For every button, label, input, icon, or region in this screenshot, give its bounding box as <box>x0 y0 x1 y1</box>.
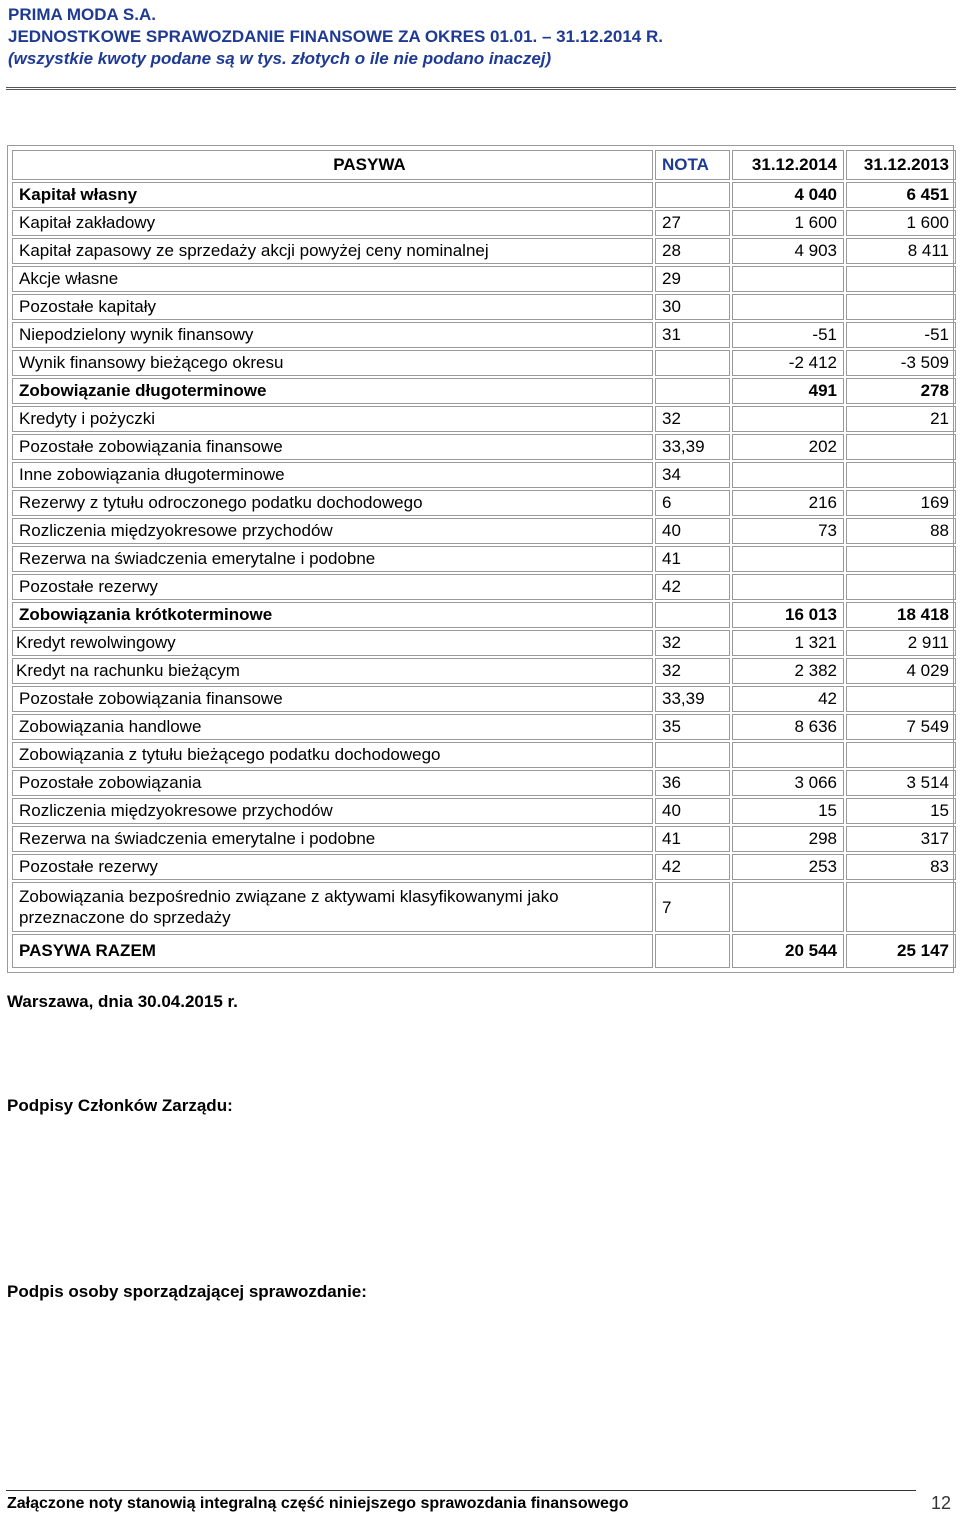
row-value-2014: 42 <box>732 686 844 712</box>
row-value-2013: 7 549 <box>846 714 956 740</box>
row-value-2014: 1 600 <box>732 210 844 236</box>
row-value-2014 <box>732 406 844 432</box>
row-value-2013: 25 147 <box>846 934 956 968</box>
row-label: Rezerwa na świadczenia emerytalne i podobne <box>12 826 653 852</box>
table-row <box>12 182 956 208</box>
table-row <box>12 714 956 740</box>
table-row <box>12 406 956 432</box>
table-row <box>12 770 956 796</box>
row-label: Akcje własne <box>12 266 653 292</box>
row-nota: 27 <box>655 210 730 236</box>
table-row <box>12 602 956 628</box>
row-nota: 28 <box>655 238 730 264</box>
report-title: JEDNOSTKOWE SPRAWOZDANIE FINANSOWE ZA OKRES 01.01. – 31.12.2014 R. <box>8 27 663 46</box>
row-value-2014 <box>732 266 844 292</box>
table-row <box>12 434 956 460</box>
table-row <box>12 574 956 600</box>
row-value-2014: 253 <box>732 854 844 880</box>
row-label: Kredyt na rachunku bieżącym <box>12 658 653 684</box>
row-nota: 40 <box>655 798 730 824</box>
row-value-2013 <box>846 574 956 600</box>
row-nota <box>655 378 730 404</box>
row-label: Rozliczenia międzyokresowe przychodów <box>12 518 653 544</box>
row-label: Kredyt rewolwingowy <box>12 630 653 656</box>
row-nota <box>655 350 730 376</box>
header-divider <box>6 87 956 90</box>
row-label: Wynik finansowy bieżącego okresu <box>12 350 653 376</box>
table-row <box>12 882 956 932</box>
row-value-2013: 8 411 <box>846 238 956 264</box>
row-value-2014: 73 <box>732 518 844 544</box>
row-value-2014: -51 <box>732 322 844 348</box>
row-value-2014: 4 040 <box>732 182 844 208</box>
preparer-signature-label: Podpis osoby sporządzającej sprawozdanie: <box>7 1282 367 1301</box>
table-row <box>12 462 956 488</box>
table-row <box>12 546 956 572</box>
table-row <box>12 210 956 236</box>
row-value-2014: 16 013 <box>732 602 844 628</box>
row-value-2013 <box>846 294 956 320</box>
header-pasywa: PASYWA <box>12 150 653 180</box>
table-row <box>12 934 956 968</box>
row-label: Kapitał zakładowy <box>12 210 653 236</box>
row-nota: 42 <box>655 854 730 880</box>
row-value-2014: 202 <box>732 434 844 460</box>
table-row <box>12 658 956 684</box>
table-row <box>12 742 956 768</box>
row-value-2013: 18 418 <box>846 602 956 628</box>
row-value-2013: -51 <box>846 322 956 348</box>
place-and-date: Warszawa, dnia 30.04.2015 r. <box>7 992 238 1011</box>
row-nota: 32 <box>655 630 730 656</box>
row-value-2013 <box>846 686 956 712</box>
row-value-2014: 4 903 <box>732 238 844 264</box>
row-value-2014: -2 412 <box>732 350 844 376</box>
table-row <box>12 266 956 292</box>
row-value-2014: 2 382 <box>732 658 844 684</box>
row-value-2013: 278 <box>846 378 956 404</box>
report-subtitle: (wszystkie kwoty podane są w tys. złotych o ile nie podano inaczej) <box>8 49 552 68</box>
table-row <box>12 798 956 824</box>
row-value-2014 <box>732 742 844 768</box>
row-value-2014: 15 <box>732 798 844 824</box>
row-value-2013: 317 <box>846 826 956 852</box>
row-nota: 6 <box>655 490 730 516</box>
row-nota <box>655 182 730 208</box>
row-label: Zobowiązania z tytułu bieżącego podatku dochodowego <box>12 742 653 768</box>
row-value-2014 <box>732 574 844 600</box>
table-row <box>12 490 956 516</box>
footer-note: Załączone noty stanowią integralną część niniejszego sprawozdania finansowego <box>7 1495 629 1512</box>
row-value-2013 <box>846 546 956 572</box>
row-value-2013: 83 <box>846 854 956 880</box>
row-value-2014: 20 544 <box>732 934 844 968</box>
page-number: 12 <box>931 1493 952 1513</box>
row-nota: 42 <box>655 574 730 600</box>
footer-divider <box>6 1490 916 1491</box>
row-value-2014: 3 066 <box>732 770 844 796</box>
balance-sheet-frame <box>7 145 954 973</box>
row-nota: 29 <box>655 266 730 292</box>
row-label: Kapitał własny <box>12 182 653 208</box>
row-value-2013: 169 <box>846 490 956 516</box>
row-label: Pozostałe rezerwy <box>12 574 653 600</box>
row-nota: 33,39 <box>655 434 730 460</box>
row-value-2014 <box>732 294 844 320</box>
row-value-2014: 216 <box>732 490 844 516</box>
table-row <box>12 854 956 880</box>
header-2013: 31.12.2013 <box>846 150 956 180</box>
company-name: PRIMA MODA S.A. <box>8 5 156 24</box>
row-value-2014 <box>732 882 844 932</box>
table-header-row <box>12 150 956 180</box>
row-value-2013 <box>846 266 956 292</box>
header-nota: NOTA <box>655 150 730 180</box>
row-nota <box>655 602 730 628</box>
row-label: Pozostałe rezerwy <box>12 854 653 880</box>
row-label: Zobowiązanie długoterminowe <box>12 378 653 404</box>
table-row <box>12 630 956 656</box>
row-label: Inne zobowiązania długoterminowe <box>12 462 653 488</box>
row-nota: 41 <box>655 826 730 852</box>
row-nota <box>655 934 730 968</box>
row-value-2014: 8 636 <box>732 714 844 740</box>
row-label: Pozostałe zobowiązania <box>12 770 653 796</box>
document-header <box>8 4 663 70</box>
row-nota: 32 <box>655 658 730 684</box>
row-label: Rezerwa na świadczenia emerytalne i podobne <box>12 546 653 572</box>
row-label: Niepodzielony wynik finansowy <box>12 322 653 348</box>
liabilities-table <box>10 148 958 970</box>
row-value-2013: 15 <box>846 798 956 824</box>
liabilities-table-body <box>12 150 956 968</box>
table-row <box>12 686 956 712</box>
row-nota: 41 <box>655 546 730 572</box>
row-label: Pozostałe zobowiązania finansowe <box>12 686 653 712</box>
table-row <box>12 378 956 404</box>
row-label: Rozliczenia międzyokresowe przychodów <box>12 798 653 824</box>
row-nota: 32 <box>655 406 730 432</box>
row-value-2013: 2 911 <box>846 630 956 656</box>
row-label: Pozostałe kapitały <box>12 294 653 320</box>
row-value-2013 <box>846 434 956 460</box>
row-nota: 33,39 <box>655 686 730 712</box>
table-row <box>12 238 956 264</box>
row-value-2013: 88 <box>846 518 956 544</box>
row-nota: 31 <box>655 322 730 348</box>
row-nota: 30 <box>655 294 730 320</box>
table-row <box>12 518 956 544</box>
row-value-2014: 491 <box>732 378 844 404</box>
row-label: PASYWA RAZEM <box>12 934 653 968</box>
row-label: Zobowiązania handlowe <box>12 714 653 740</box>
row-value-2014: 1 321 <box>732 630 844 656</box>
row-nota: 36 <box>655 770 730 796</box>
row-nota <box>655 742 730 768</box>
row-label: Zobowiązania krótkoterminowe <box>12 602 653 628</box>
row-value-2014: 298 <box>732 826 844 852</box>
row-value-2013 <box>846 742 956 768</box>
row-label: Rezerwy z tytułu odroczonego podatku dochodowego <box>12 490 653 516</box>
header-2014: 31.12.2014 <box>732 150 844 180</box>
row-value-2013: 4 029 <box>846 658 956 684</box>
table-row <box>12 826 956 852</box>
row-value-2014 <box>732 462 844 488</box>
row-nota: 7 <box>655 882 730 932</box>
row-nota: 40 <box>655 518 730 544</box>
row-value-2013: 21 <box>846 406 956 432</box>
row-label: Zobowiązania bezpośrednio związane z aktywami klasyfikowanymi jako przeznaczone do sprzedaży <box>12 882 653 932</box>
board-signatures-label: Podpisy Członków Zarządu: <box>7 1096 233 1115</box>
table-row <box>12 322 956 348</box>
row-label: Kredyty i pożyczki <box>12 406 653 432</box>
row-label: Pozostałe zobowiązania finansowe <box>12 434 653 460</box>
row-label: Kapitał zapasowy ze sprzedaży akcji powyżej ceny nominalnej <box>12 238 653 264</box>
row-value-2013: 6 451 <box>846 182 956 208</box>
row-value-2013 <box>846 882 956 932</box>
row-value-2014 <box>732 546 844 572</box>
table-row <box>12 350 956 376</box>
row-value-2013: 1 600 <box>846 210 956 236</box>
row-nota: 35 <box>655 714 730 740</box>
row-value-2013: -3 509 <box>846 350 956 376</box>
row-value-2013: 3 514 <box>846 770 956 796</box>
row-value-2013 <box>846 462 956 488</box>
table-row <box>12 294 956 320</box>
row-nota: 34 <box>655 462 730 488</box>
